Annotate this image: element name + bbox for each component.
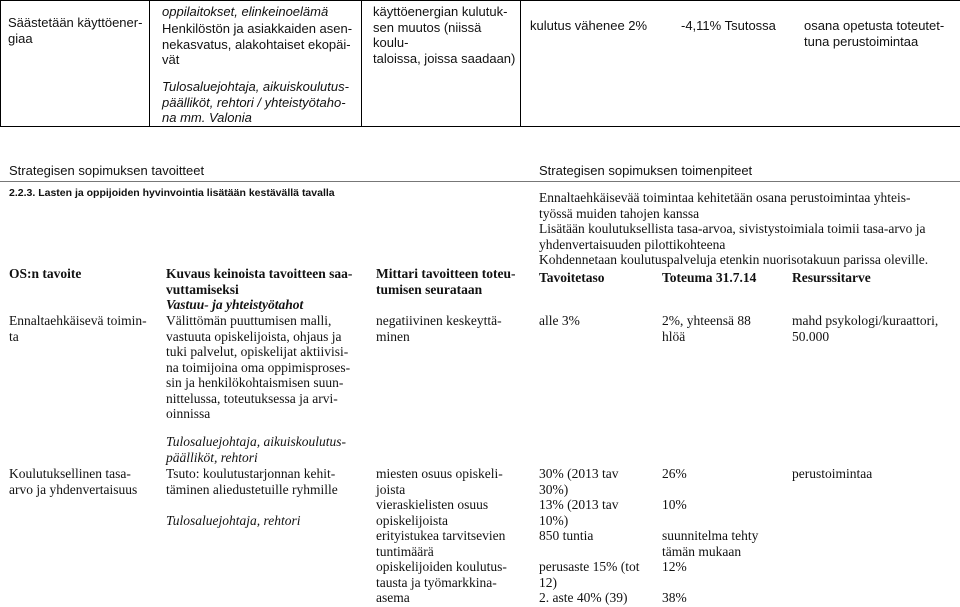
goal-heading: 2.2.3. Lasten ja oppijoiden hyvinvointia lisätään kestävällä tavalla xyxy=(9,187,335,199)
top-table-divider-3 xyxy=(520,0,521,127)
col-header-target: Tavoitetaso xyxy=(539,270,605,285)
measures-text: Ennaltaehkäisevää toimintaa kehitetään osana perustoimintaa yhteis- työssä muiden tahojen kanssa Lisätään koulutuksellista tasa-arvoa, sivistystoimiala toimii tasa-arvo ja yhdenvertaisuuden pilottikohteena Kohdennetaan koulutuspalveluja etenkin nuorisotakuun parissa oleville. xyxy=(539,190,929,267)
row2-actual: 26% 10% suunnitelma tehty tämän mukaan 12% 38% xyxy=(662,466,759,605)
header-separator xyxy=(0,181,960,182)
top-cell-actual: -4,11% Tsutossa xyxy=(681,18,776,33)
col-header-actual: Toteuma 31.7.14 xyxy=(662,270,757,285)
top-cell-responsible: Tulosaluejohtaja, aikuiskoulutus- päälliköt, rehtori / yhteistyötaho- na mm. Valonia xyxy=(162,79,349,125)
row1-resource: mahd psykologi/kuraattori, 50.000 xyxy=(792,313,939,344)
top-cell-description: Henkilöstön ja asiakkaiden asen- nekasvatus, alakohtaiset ekopäi- vät xyxy=(162,21,353,67)
row1-means: Välittömän puuttumisen malli, vastuuta opiskelijoista, ohjaus ja tuki palvelut, opiskelijat aktiivisi- na toimijoina oma oppimisproses- sin ja henkilökohtaismisen suun- nittelussa, toteutuksessa ja arvi- oinnissa xyxy=(166,313,351,421)
row1-meter: negatiivinen keskeyttä- minen xyxy=(376,313,502,344)
top-cell-resource: osana opetusta toteutet- tuna perustoimintaa xyxy=(804,18,945,49)
col-header-means: Kuvaus keinoista tavoitteen saa- vuttamiseksi xyxy=(166,266,353,297)
row2-means: Tsuto: koulutustarjonnan kehit- täminen aliedustetuille ryhmille xyxy=(166,466,338,497)
row2-goal: Koulutuksellinen tasa- arvo ja yhdenvertaisuus xyxy=(9,466,138,497)
header-goals: Strategisen sopimuksen tavoitteet xyxy=(9,163,205,178)
col-header-resource: Resurssitarve xyxy=(792,270,871,285)
row1-target: alle 3% xyxy=(539,313,580,328)
top-table-border-bottom xyxy=(0,126,960,127)
col-header-goal: OS:n tavoite xyxy=(9,266,82,281)
row2-target: 30% (2013 tav 30%) 13% (2013 tav 10%) 850 tuntia perusaste 15% (tot 12) 2. aste 40% (39) xyxy=(539,466,640,605)
row2-responsible-b: Tulosaluejohtaja, rehtori xyxy=(166,513,301,528)
top-table-border-top xyxy=(0,0,960,1)
top-table-divider-2 xyxy=(361,0,362,127)
top-cell-action: Säästetään käyttöener- giaa xyxy=(8,15,143,46)
top-cell-partners: oppilaitokset, elinkeinoelämä xyxy=(162,4,329,19)
row2-resource: perustoimintaa xyxy=(792,466,873,481)
top-cell-target: kulutus vähenee 2% xyxy=(530,18,648,33)
header-measures: Strategisen sopimuksen toimenpiteet xyxy=(539,163,753,178)
row1-goal: Ennaltaehkäisevä toimin- ta xyxy=(9,313,147,344)
row1-actual: 2%, yhteensä 88 hlöä xyxy=(662,313,751,344)
col-header-responsible: Vastuu- ja yhteistyötahot xyxy=(166,297,304,312)
top-table-divider-1 xyxy=(149,0,150,127)
top-table-border-left xyxy=(0,0,1,127)
row2-responsible-a: Tulosaluejohtaja, aikuiskoulutus- päälliköt, rehtori xyxy=(166,434,347,465)
col-header-meter: Mittari tavoitteen toteu- tumisen seurataan xyxy=(376,266,516,297)
top-cell-meter: käyttöenergian kulutuk- sen muutos (niissä koulu- taloissa, joissa saadaan) xyxy=(373,4,516,66)
row2-meter: miesten osuus opiskeli- joista vieraskielisten osuus opiskelijoista erityistukea tarvitsevien tuntimäärä opiskelijoiden koulutus- tausta ja työmarkkina- asema xyxy=(376,466,507,605)
